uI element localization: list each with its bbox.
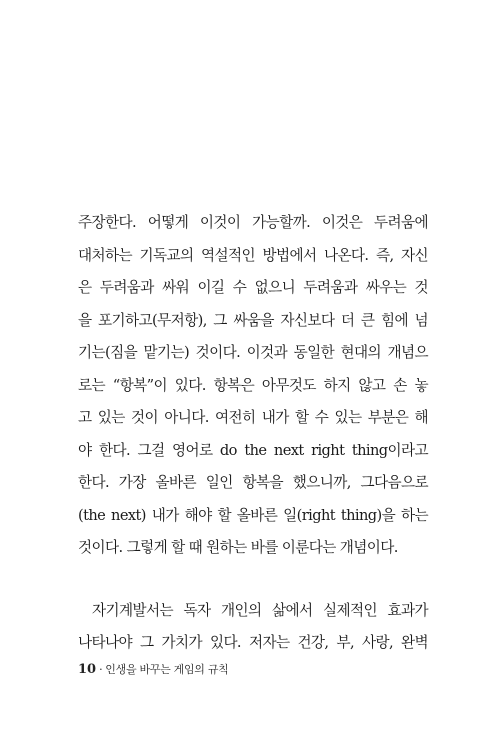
text-line: 자기계발서는 독자 개인의 삶에서 실제적인 효과가: [92, 601, 428, 619]
text-line: 한다. 가장 올바른 일인 항복을 했으니까, 그다음으로: [78, 474, 428, 491]
text-line: 고 있는 것이 아니다. 여전히 내가 할 수 있는 부분은 해: [78, 409, 428, 426]
text-line: (the next) 내가 해야 할 올바른 일(right thing)을 하는: [78, 506, 428, 524]
text-line: 로는 “항복”이 있다. 항복은 아무것도 하지 않고 손 놓: [78, 376, 428, 394]
body-text: [78, 207, 428, 660]
text-line: 대처하는 기독교의 역설적인 방법에서 나온다. 즉, 자신: [78, 246, 428, 264]
text-line: 을 포기하고(무저항), 그 싸움을 자신보다 더 큰 힘에 넘: [78, 311, 428, 329]
page-number: 10: [78, 662, 97, 677]
text-line: 주장한다. 어떻게 이것이 가능할까. 이것은 두려움에: [78, 214, 428, 231]
footer-separator: ·: [99, 663, 103, 676]
page-footer: [78, 661, 228, 677]
paragraph-2: [78, 595, 428, 660]
text-line: 야 한다. 그걸 영어로 do the next right thing이라고: [78, 441, 428, 459]
text-line: 나타나야 그 가치가 있다. 저자는 건강, 부, 사랑, 완벽: [78, 634, 428, 651]
paragraph-1: [78, 207, 428, 565]
book-title: 인생을 바꾸는 게임의 규칙: [105, 663, 229, 676]
text-line: 기는(짐을 맡기는) 것이다. 이것과 동일한 현대의 개념으: [78, 344, 428, 361]
text-line: 것이다. 그렇게 할 때 원하는 바를 이룬다는 개념이다.: [78, 539, 398, 556]
text-line: 은 두려움과 싸워 이길 수 없으니 두려움과 싸우는 것: [78, 279, 428, 296]
paragraph-gap: [78, 565, 428, 595]
